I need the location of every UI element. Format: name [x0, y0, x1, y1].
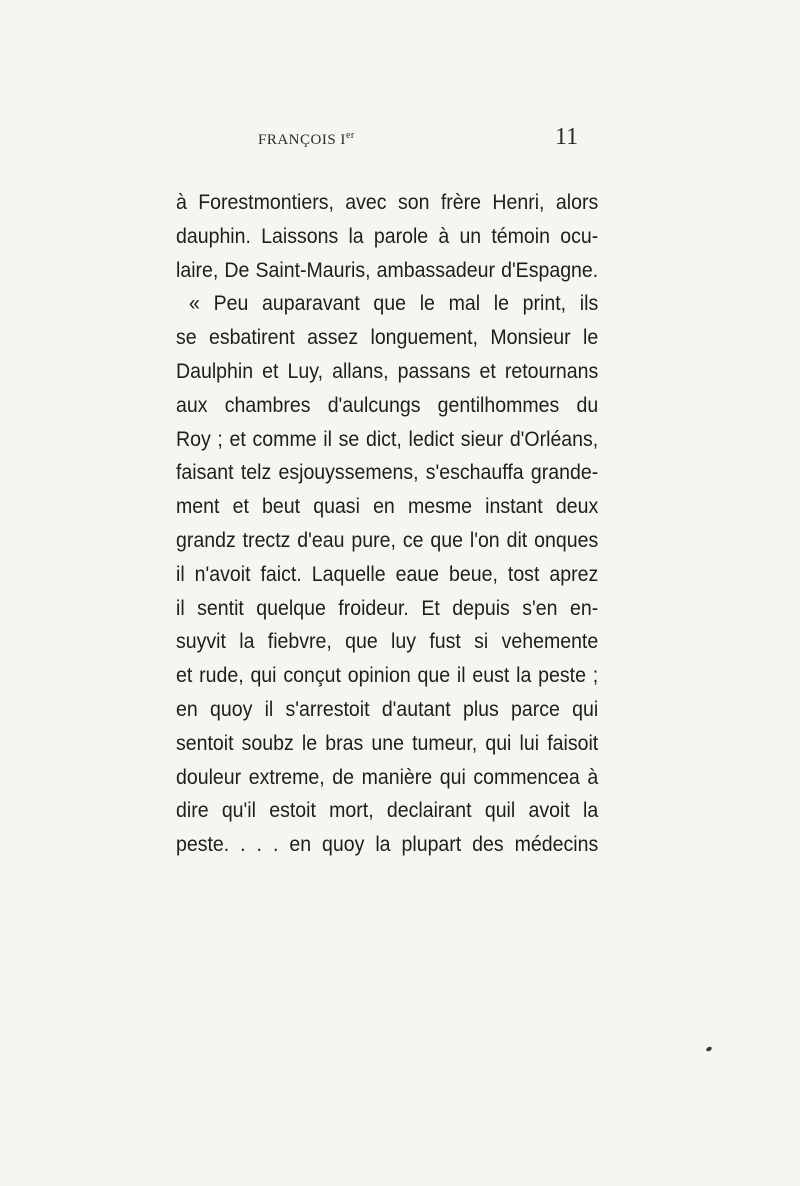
- text-line: ment et beut quasi en mesme instant deux: [176, 495, 599, 519]
- running-head-title: [258, 130, 355, 149]
- text-line: suyvit la fiebvre, que luy fust si vehemente: [176, 630, 599, 654]
- text-line: « Peu auparavant que le mal le print, ils: [189, 292, 599, 316]
- text-line: dauphin. Laissons la parole à un témoin ocu-: [176, 224, 599, 248]
- text-line: en quoy il s'arrestoit d'autant plus parce qui: [176, 697, 599, 721]
- running-head-title-superscript: er: [345, 130, 355, 141]
- text-line: sentoit soubz le bras une tumeur, qui lui faisoit: [176, 731, 599, 755]
- page-number: 11: [555, 124, 579, 150]
- text-line: douleur extreme, de manière qui commencea à: [176, 765, 599, 789]
- text-line: il sentit quelque froideur. Et depuis s'en en-: [176, 596, 599, 620]
- text-line: il n'avoit faict. Laquelle eaue beue, tost aprez: [176, 562, 599, 586]
- text-line: à Forestmontiers, avec son frère Henri, alors: [176, 191, 599, 214]
- text-line: aux chambres d'aulcungs gentilhommes du: [176, 393, 599, 417]
- text-line: faisant telz esjouyssemens, s'eschauffa grande-: [176, 461, 599, 485]
- text-line: et rude, qui conçut opinion que il eust la peste ;: [176, 664, 599, 688]
- ink-speck: [705, 1046, 712, 1052]
- running-head-title-text: FRANÇOIS I: [258, 132, 346, 148]
- text-line: se esbatirent assez longuement, Monsieur le: [176, 326, 599, 350]
- text-line: peste. . . . en quoy la plupart des médecins: [176, 833, 599, 857]
- running-head: [0, 126, 800, 156]
- text-line: laire, De Saint-Mauris, ambassadeur d'Espagne.: [176, 258, 599, 282]
- text-line: dire qu'il estoit mort, declairant quil avoit la: [176, 799, 599, 823]
- text-line: Roy ; et comme il se dict, ledict sieur d'Orléans,: [176, 427, 599, 451]
- text-line: grandz trectz d'eau pure, ce que l'on dit onques: [176, 528, 599, 552]
- body-text: [176, 186, 598, 862]
- text-line: Daulphin et Luy, allans, passans et retournans: [176, 359, 599, 383]
